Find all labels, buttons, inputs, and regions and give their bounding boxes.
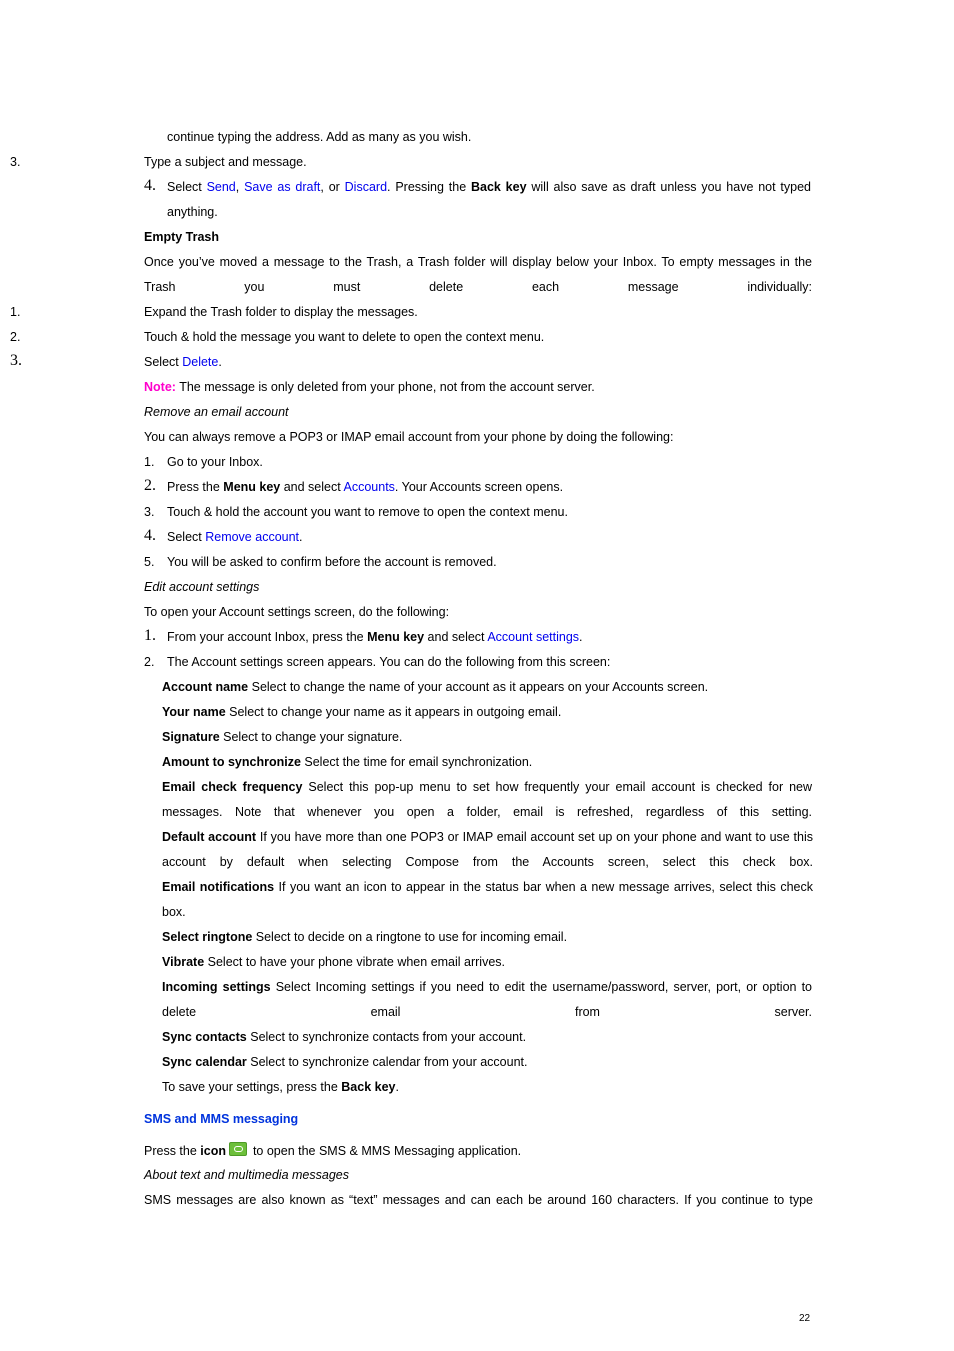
- step-number: 2.: [144, 477, 156, 494]
- step-text: Select Remove account.: [167, 530, 303, 544]
- setting-item: Amount to synchronize Select the time for email synchronization.: [162, 755, 533, 769]
- page-number: 22: [799, 1313, 811, 1324]
- setting-item: Incoming settings Select Incoming settings if you need to edit the username/password, server, port, or option to delete email from server.: [162, 980, 813, 1019]
- step-number: 3.: [10, 155, 21, 169]
- step-text: The Account settings screen appears. You can do the following from this screen:: [167, 655, 611, 669]
- section-heading-empty-trash: Empty Trash: [144, 230, 220, 244]
- step-number: 1.: [144, 455, 155, 469]
- sms-open-instruction: Press the icon to open the SMS & MMS Messaging application.: [144, 1144, 522, 1158]
- setting-item: Account name Select to change the name of your account as it appears on your Accounts screen.: [162, 680, 709, 694]
- setting-item: Sync contacts Select to synchronize contacts from your account.: [162, 1030, 527, 1044]
- section-heading-sms-mms: SMS and MMS messaging: [144, 1112, 299, 1126]
- discard-link[interactable]: Discard: [344, 180, 388, 194]
- setting-item: Vibrate Select to have your phone vibrate when email arrives.: [162, 955, 506, 969]
- step-number: 1.: [10, 305, 21, 319]
- step-number: 2.: [10, 330, 21, 344]
- setting-item: Signature Select to change your signature.: [162, 730, 403, 744]
- step-text: Select Send, Save as draft, or Discard. Pressing the Back key will also save as draft unless you have not typed anything.: [167, 180, 811, 219]
- compose-continuation: continue typing the address. Add as many as you wish.: [167, 130, 472, 144]
- note-label: Note:: [144, 380, 176, 394]
- step-text: Go to your Inbox.: [167, 455, 263, 469]
- account-settings-link[interactable]: Account settings: [487, 630, 580, 644]
- delete-link[interactable]: Delete: [182, 355, 219, 369]
- setting-item: Your name Select to change your name as it appears in outgoing email.: [162, 705, 562, 719]
- setting-item: Select ringtone Select to decide on a ringtone to use for incoming email.: [162, 930, 568, 944]
- step-number: 1.: [144, 627, 156, 644]
- messaging-app-icon: [229, 1142, 247, 1156]
- step-text: Type a subject and message.: [144, 155, 307, 169]
- setting-item: Sync calendar Select to synchronize calendar from your account.: [162, 1055, 528, 1069]
- paragraph: Once you’ve moved a message to the Trash, a Trash folder will display below your Inbox. To empty messages in the Trash you must delete each message individually:: [144, 255, 812, 294]
- paragraph: SMS messages are also known as “text” messages and can each be around 160 characters. If you continue to type: [144, 1193, 813, 1207]
- step-text: Press the Menu key and select Accounts. Your Accounts screen opens.: [167, 480, 564, 494]
- send-link[interactable]: Send: [206, 180, 236, 194]
- step-number: 4.: [144, 527, 156, 544]
- setting-item: Email check frequency Select this pop-up menu to set how frequently your email account is checked for new messages. Note that whenever you open a folder, email is refreshed, regardless of this setting.: [162, 780, 812, 819]
- step-number: 4.: [144, 177, 156, 194]
- save-as-draft-link[interactable]: Save as draft: [244, 180, 321, 194]
- accounts-link[interactable]: Accounts: [343, 480, 395, 494]
- step-number: 3.: [10, 352, 22, 369]
- section-heading-edit-settings: Edit account settings: [144, 580, 260, 594]
- step-text: Expand the Trash folder to display the messages.: [144, 305, 418, 319]
- setting-item: Default account If you have more than one POP3 or IMAP email account set up on your phone and want to use this account by default when selecting Compose from the Accounts screen, select this check box.: [162, 830, 813, 869]
- step-number: 5.: [144, 555, 155, 569]
- paragraph: You can always remove a POP3 or IMAP email account from your phone by doing the following:: [144, 430, 674, 444]
- step-text: From your account Inbox, press the Menu key and select Account settings.: [167, 630, 583, 644]
- remove-account-link[interactable]: Remove account: [205, 530, 300, 544]
- step-text: Touch & hold the message you want to delete to open the context menu.: [144, 330, 545, 344]
- section-heading-remove-account: Remove an email account: [144, 405, 289, 419]
- note: Note: The message is only deleted from your phone, not from the account server.: [144, 380, 595, 394]
- step-text: Touch & hold the account you want to remove to open the context menu.: [167, 505, 568, 519]
- setting-item: Email notifications If you want an icon to appear in the status bar when a new message arrives, select this check box.: [162, 880, 813, 919]
- save-settings-instruction: To save your settings, press the Back key.: [162, 1080, 399, 1094]
- step-text: You will be asked to confirm before the account is removed.: [167, 555, 497, 569]
- section-heading-about-messages: About text and multimedia messages: [144, 1168, 349, 1182]
- step-text: Select Delete.: [144, 355, 222, 369]
- step-number: 2.: [144, 655, 155, 669]
- paragraph: To open your Account settings screen, do the following:: [144, 605, 450, 619]
- step-number: 3.: [144, 505, 155, 519]
